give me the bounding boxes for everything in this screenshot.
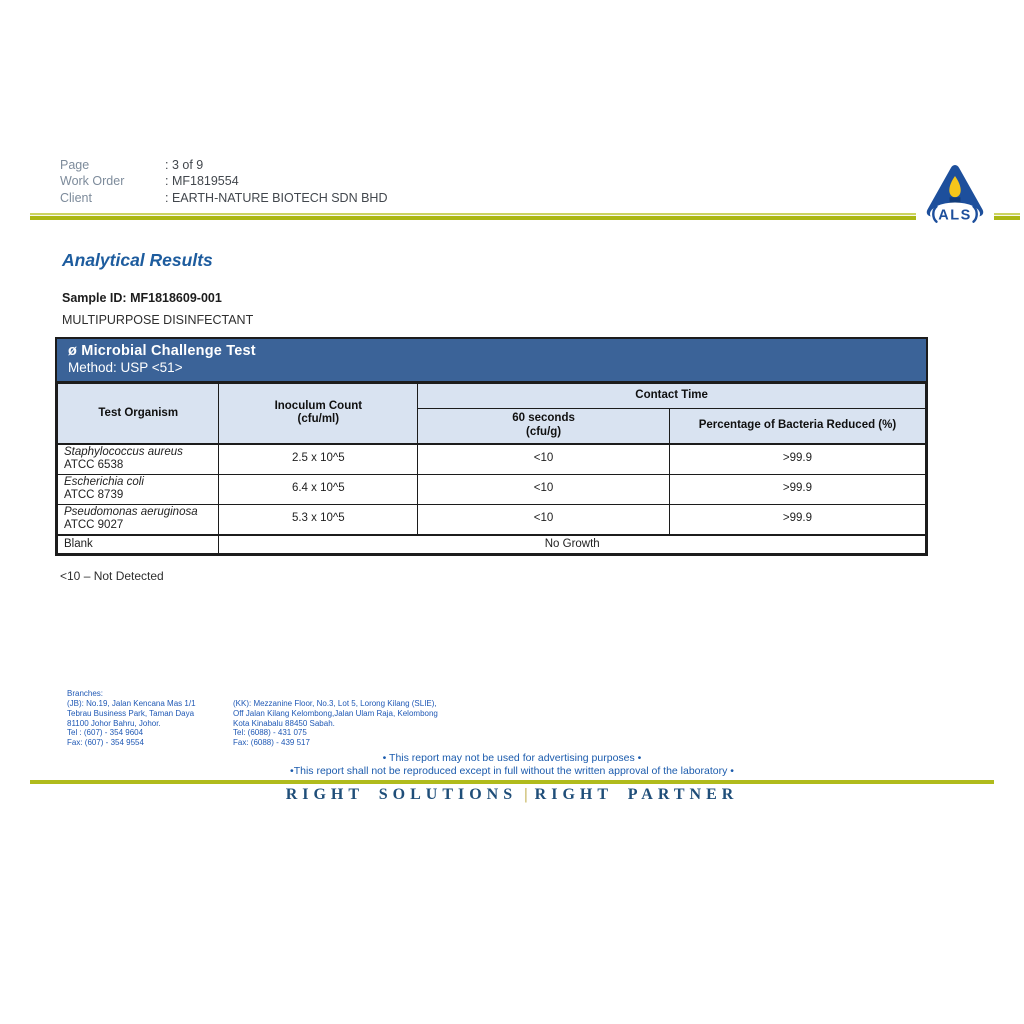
results-table-title: ø Microbial Challenge Test (68, 343, 256, 359)
client-value: : EARTH-NATURE BIOTECH SDN BHD (165, 190, 388, 205)
branches-title: Branches: (67, 689, 104, 698)
tagline-left: RIGHT SOLUTIONS (285, 786, 518, 803)
col-header-percentage-reduced: Percentage of Bacteria Reduced (%) (669, 409, 925, 444)
branch-line: Tel : (607) - 354 9604 (67, 728, 144, 738)
inoculum-count-label: Inoculum Count (274, 399, 363, 412)
branch-line: 81100 Johor Bahru, Johor. (67, 718, 161, 728)
table-row-pseudomonas (58, 504, 926, 535)
organism-name: Pseudomonas aeruginosa (64, 505, 198, 518)
result-60s-value: <10 (418, 444, 670, 475)
organism-name: Staphylococcus aureus (64, 445, 183, 458)
page-label: Page (60, 158, 90, 172)
report-header-fields (60, 157, 387, 206)
results-table (55, 337, 928, 556)
header-field-work-order (60, 173, 387, 189)
branch-line: Kota Kinabalu 88450 Sabah. (233, 718, 335, 728)
col-header-inoculum-count (219, 384, 418, 444)
inoculum-count-unit: (cfu/ml) (297, 413, 340, 426)
notice-line-2: •This report shall not be reproduced except in full without the written approval of the laboratory • (290, 764, 734, 777)
sample-id: Sample ID: MF1818609-001 (62, 291, 222, 305)
logo-text: ALS (938, 207, 972, 224)
table-row-blank (58, 535, 926, 554)
organism-atcc: ATCC 8739 (64, 489, 124, 501)
als-logo-icon (919, 163, 991, 229)
header-field-client (60, 190, 387, 206)
work-order-value: : MF1819554 (165, 174, 239, 189)
inoculum-value: 2.5 x 10^5 (219, 444, 418, 475)
branch-line: Fax: (6088) - 439 517 (233, 738, 310, 748)
footer-divider-line (30, 780, 994, 784)
tagline-separator: | (524, 786, 528, 803)
logo-flame-base (950, 197, 961, 203)
result-60s-value: <10 (418, 504, 670, 535)
organism-atcc: ATCC 9027 (64, 519, 124, 531)
company-tagline (0, 786, 1024, 804)
inoculum-value: 6.4 x 10^5 (219, 474, 418, 504)
blank-label: Blank (58, 535, 219, 554)
branch-address-kk (233, 699, 438, 748)
als-logo (916, 163, 994, 233)
work-order-label: Work Order (60, 174, 125, 189)
report-notices (0, 752, 1024, 778)
section-title: Analytical Results (62, 250, 213, 270)
branch-line: (JB): No.19, Jalan Kencana Mas 1/1 (67, 699, 196, 708)
results-table-title-band (57, 339, 926, 383)
reduction-value: >99.9 (669, 504, 925, 535)
sixty-seconds-unit: (cfu/g) (525, 425, 562, 438)
organism-cell (58, 474, 219, 504)
organism-cell (58, 504, 219, 535)
tagline-right: RIGHT PARTNER (534, 786, 739, 803)
blank-result: No Growth (219, 535, 926, 554)
col-header-test-organism: Test Organism (58, 384, 219, 444)
branch-line: Tebrau Business Park, Taman Daya (67, 708, 195, 718)
organism-atcc: ATCC 6538 (64, 459, 124, 471)
branch-line: Fax: (607) - 354 9554 (67, 738, 144, 748)
result-60s-value: <10 (418, 474, 670, 504)
header-divider-line (30, 213, 1020, 220)
results-data-table (57, 383, 926, 554)
client-label: Client (60, 190, 92, 205)
results-table-method: Method: USP <51> (68, 360, 183, 375)
reduction-value: >99.9 (669, 444, 925, 475)
organism-cell (58, 444, 219, 475)
table-row-staphylococcus (58, 444, 926, 475)
header-field-page (60, 157, 387, 173)
table-row-escherichia (58, 474, 926, 504)
reduction-value: >99.9 (669, 474, 925, 504)
branch-line: Tel: (6088) - 431 075 (233, 728, 307, 738)
sample-description: MULTIPURPOSE DISINFECTANT (62, 313, 254, 327)
col-header-60-seconds (418, 409, 670, 444)
notice-line-1: • This report may not be used for advertising purposes • (382, 752, 642, 764)
page-value: : 3 of 9 (165, 158, 204, 172)
branch-line: Off Jalan Kilang Kelombong,Jalan Ulam Raja, Kelombong (233, 708, 438, 718)
organism-name: Escherichia coli (64, 475, 144, 488)
inoculum-value: 5.3 x 10^5 (219, 504, 418, 535)
col-header-contact-time: Contact Time (418, 384, 926, 409)
branch-address-jb (67, 699, 196, 748)
branch-line: (KK): Mezzanine Floor, No.3, Lot 5, Lorong Kilang (SLIE), (233, 699, 437, 708)
sixty-seconds-label: 60 seconds (512, 412, 575, 425)
detection-note: <10 – Not Detected (60, 569, 164, 583)
